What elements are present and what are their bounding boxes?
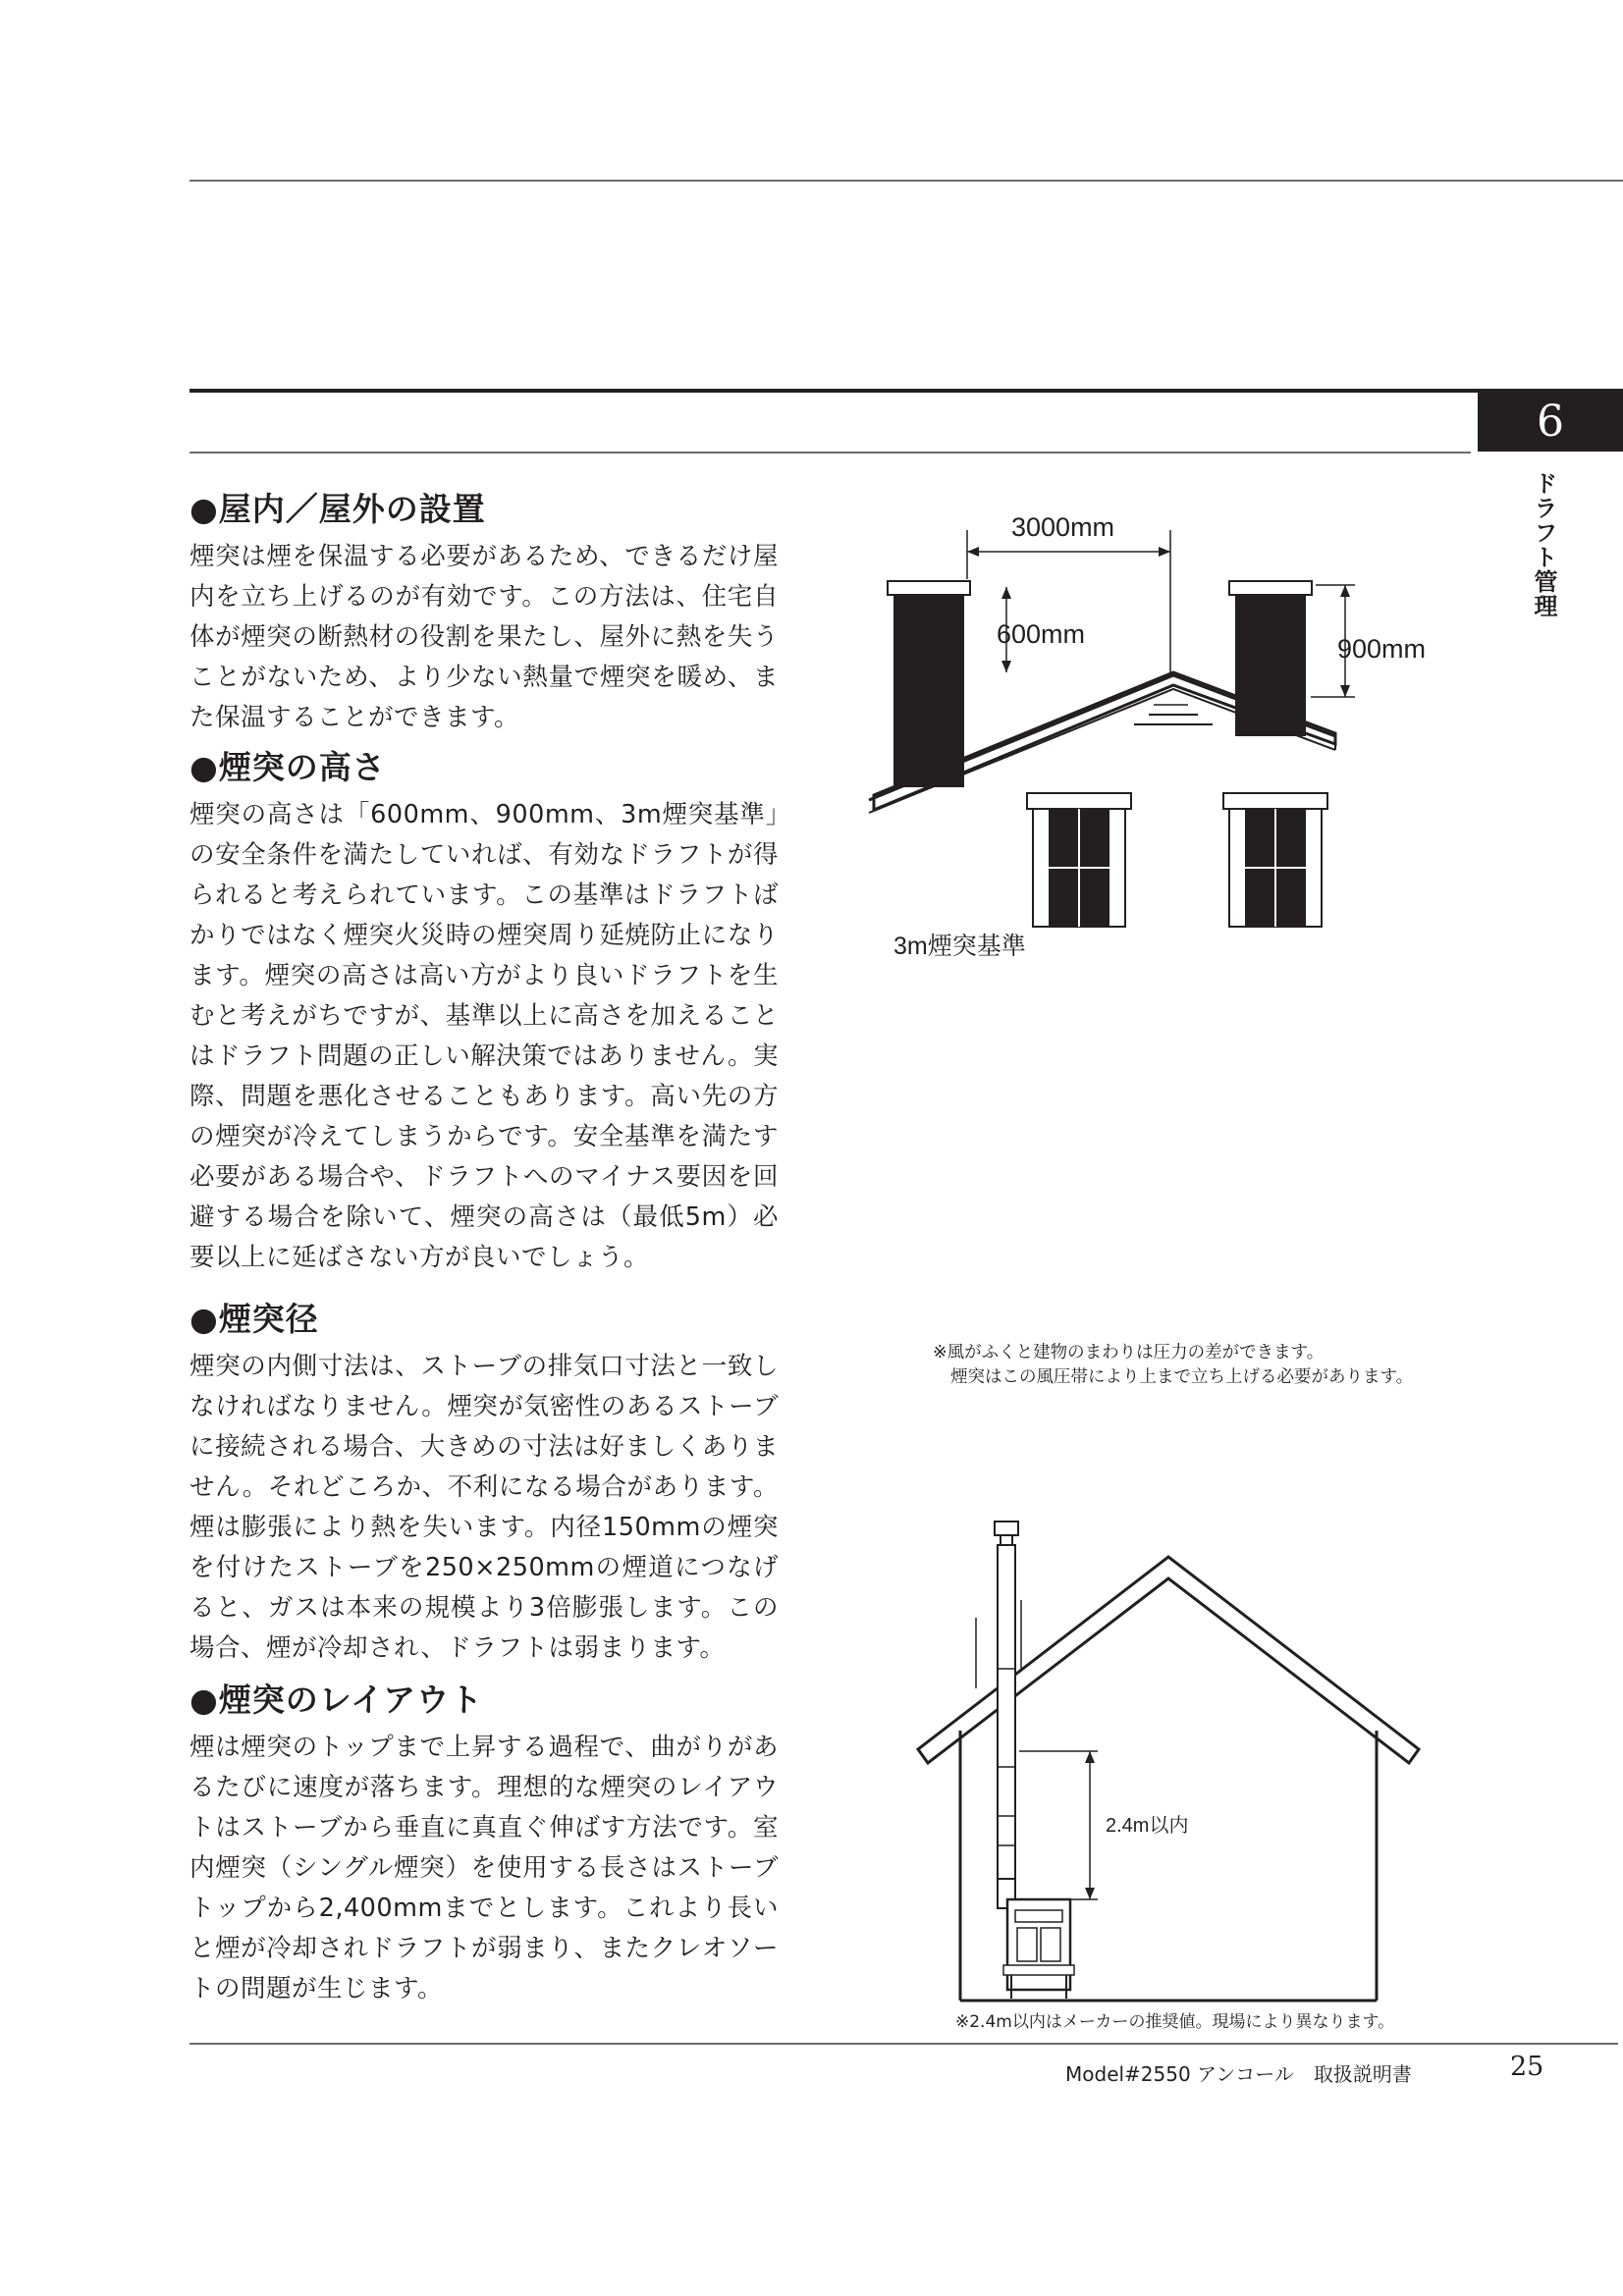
section-heading: ●煙突のレイアウト <box>189 1681 484 1719</box>
chapter-number: 6 <box>1478 391 1623 452</box>
figure1-caption: 3m煙突基準 <box>893 933 1026 960</box>
dimension-3000: 3000mm <box>1011 512 1115 542</box>
section-indoor-outdoor <box>189 488 779 738</box>
footer-model: Model#2550 アンコール 取扱説明書 <box>1065 2062 1412 2086</box>
figure2-caption: ※2.4m以内はメーカーの推奨値。現場により異なります。 <box>955 2012 1395 2032</box>
section-body: 煙は煙突のトップまで上昇する過程で、曲がりがあるたびに速度が落ちます。理想的な煙突のレイアウトはストーブから垂直に真直ぐ伸ばす方法です。室内煙突（シングル煙突）を使用する長さはストーブトップから2,400mmまでとします。これより長いと煙が冷却されドラフトが弱まり、またクレオソートの問題が生じます。 <box>189 1733 779 2003</box>
chimney-height-diagram <box>864 501 1453 962</box>
dimension-900: 900mm <box>1337 634 1427 664</box>
top-rule <box>189 180 1623 182</box>
chapter-rule <box>189 389 1623 393</box>
section-heading: ●煙突径 <box>189 1300 319 1338</box>
section-heading: ●屋内／屋外の設置 <box>189 490 486 528</box>
section-chimney-height <box>189 746 779 1278</box>
dimension-600: 600mm <box>997 619 1086 649</box>
section-body: 煙突の内側寸法は、ストーブの排気口寸法と一致しなければなりません。煙突が気密性のあるストーブに接続される場合、大きめの寸法は好ましくありません。それどころか、不利になる場合があります。煙は膨張により熱を失います。内径150mmの煙突を付けたストーブを250×250mmの煙道につなげると、ガスは本来の規模より3倍膨張します。この場合、煙が冷却され、ドラフトは弱まります。 <box>189 1352 779 1663</box>
dimension-2-4m: 2.4m以内 <box>1106 1815 1189 1837</box>
footer-rule <box>189 2043 1618 2045</box>
section-body: 煙突の高さは「600mm、900mm、3m煙突基準」の安全条件を満たしていれば、有効なドラフトが得られると考えられています。この基準はドラフトばかりではなく煙突火災時の煙突周り延焼防止になります。煙突の高さは高い方がより良いドラフトを生むと考えがちですが、基準以上に高さを加えることはドラフト問題の正しい解決策ではありません。実際、問題を悪化させることもあります。高い先の方の煙突が冷えてしまうからです。安全基準を満たす必要がある場合や、ドラフトへのマイナス要因を回避する場合を除いて、煙突の高さは（最低5m）必要以上に延ばさない方が良いでしょう。 <box>189 800 779 1272</box>
section-heading: ●煙突の高さ <box>189 748 386 786</box>
section-chimney-layout <box>189 1679 779 2009</box>
wind-pressure-note <box>933 1341 1413 1390</box>
chapter-title: ドラフト管理 <box>1530 471 1558 618</box>
interior-chimney-diagram <box>913 1502 1424 2052</box>
section-body: 煙突は煙を保温する必要があるため、できるだけ屋内を立ち上げるのが有効です。この方法は、住宅自体が煙突の断熱材の役割を果たし、屋外に熱を失うことがないため、より少ない熱量で煙突を暖め、また保温することができます。 <box>189 542 779 732</box>
note-line: ※風がふくと建物のまわりは圧力の差ができます。 <box>933 1343 1325 1362</box>
note-line: 煙突はこの風圧帯により上まで立ち上げる必要があります。 <box>950 1367 1414 1387</box>
page-number: 25 <box>1510 2052 1544 2082</box>
chapter-subrule <box>189 452 1471 454</box>
section-chimney-diameter <box>189 1298 779 1669</box>
